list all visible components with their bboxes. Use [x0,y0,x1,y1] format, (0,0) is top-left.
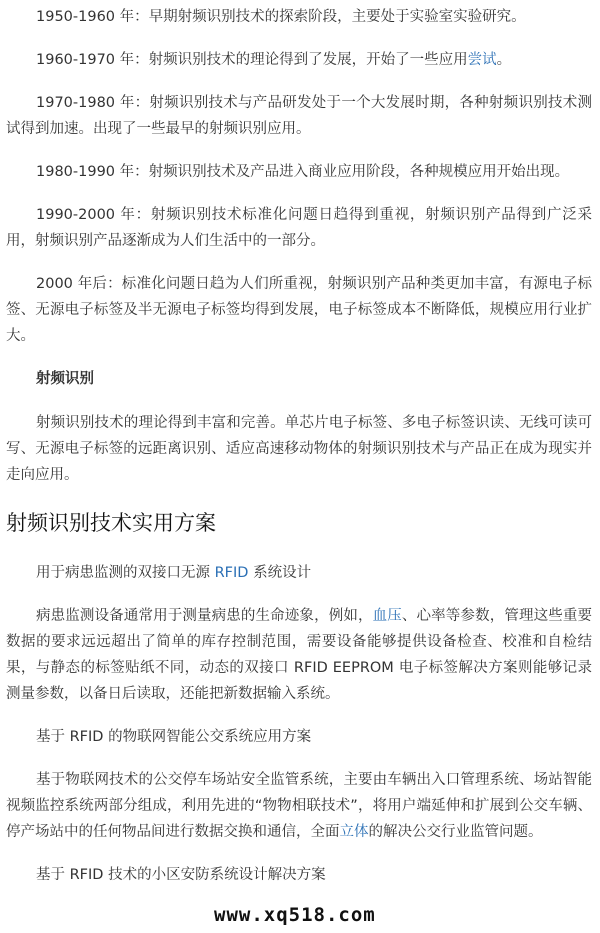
item-patient-text-a: 用于病患监测的双接口无源 [36,565,215,581]
paragraph-2000: 2000 年后：标准化问题日趋为人们所重视，射频识别产品种类更加丰富，有源电子标签、无源电子标签及半无源电子标签均得到发展，电子标签成本不断降低，规模应用行业扩大。 [6,276,592,344]
paragraph-1960-end: 。 [496,52,512,68]
bus-text-a: 基于物联网技术的公交停车场站安全监管系统，主要由车辆出入口管理系统、场站智能视频监控系统两部分组成，利用先进的“物物相联技术”，将用户端延伸和扩展到公交车辆、停产场站中的任何物品间进行数据交换和通信，全面 [6,772,592,840]
paragraph-1990: 1990-2000 年：射频识别技术标准化问题日趋得到重视，射频识别产品得到广泛采用，射频识别产品逐渐成为人们生活中的一部分。 [6,207,592,249]
paragraph-rfid-theory: 射频识别技术的理论得到丰富和完善。单芯片电子标签、多电子标签识读、无线可读可写、无源电子标签的远距离识别、适应高速移动物体的射频识别技术与产品正在成为现实并走向应用。 [6,415,592,483]
paragraph-1950: 1950-1960 年：早期射频识别技术的探索阶段，主要处于实验室实验研究。 [36,9,526,25]
paragraph-1960-text: 1960-1970 年：射频识别技术的理论得到了发展，开始了一些应用 [36,52,468,68]
bus-text-b: 的解决公交行业监管问题。 [368,824,543,840]
subheading-rfid: 射频识别 [36,371,94,387]
item-patient-text-b: 系统设计 [248,565,312,581]
link-blood-pressure[interactable]: 血压 [372,608,402,624]
link-trial[interactable]: 尝试 [467,52,497,68]
paragraph-patient-monitoring [6,603,592,707]
patient-text-b: 、心率等参数，管理这些重要数据的要求远远超出了简单的库存控制范围，需要设备能够提供设备检查、校准和自检结果，与静态的标签贴纸不同，动态的双接口 RFID EEPROM 电子标签解决方案则能够记录测量参数，以备日后读取，还能把新数据输入系统。 [6,608,593,702]
site-watermark: www.xq518.com [214,904,376,926]
item-patient-monitoring-title [6,560,592,586]
item-community-security-title: 基于 RFID 技术的小区安防系统设计解决方案 [36,867,326,883]
link-stereo[interactable]: 立体 [339,824,369,840]
paragraph-1960 [6,47,592,73]
paragraph-smart-bus [6,767,592,845]
paragraph-1980: 1980-1990 年：射频识别技术及产品进入商业应用阶段，各种规模应用开始出现。 [36,164,570,180]
article-body [6,0,592,888]
paragraph-1970: 1970-1980 年：射频识别技术与产品研发处于一个大发展时期，各种射频识别技术测试得到加速。出现了一些最早的射频识别应用。 [6,95,592,137]
section-title: 射频识别技术实用方案 [6,511,216,535]
patient-text-a: 病患监测设备通常用于测量病患的生命迹象，例如， [36,608,373,624]
item-smart-bus-title: 基于 RFID 的物联网智能公交系统应用方案 [36,729,312,745]
link-rfid[interactable]: RFID [214,565,249,581]
